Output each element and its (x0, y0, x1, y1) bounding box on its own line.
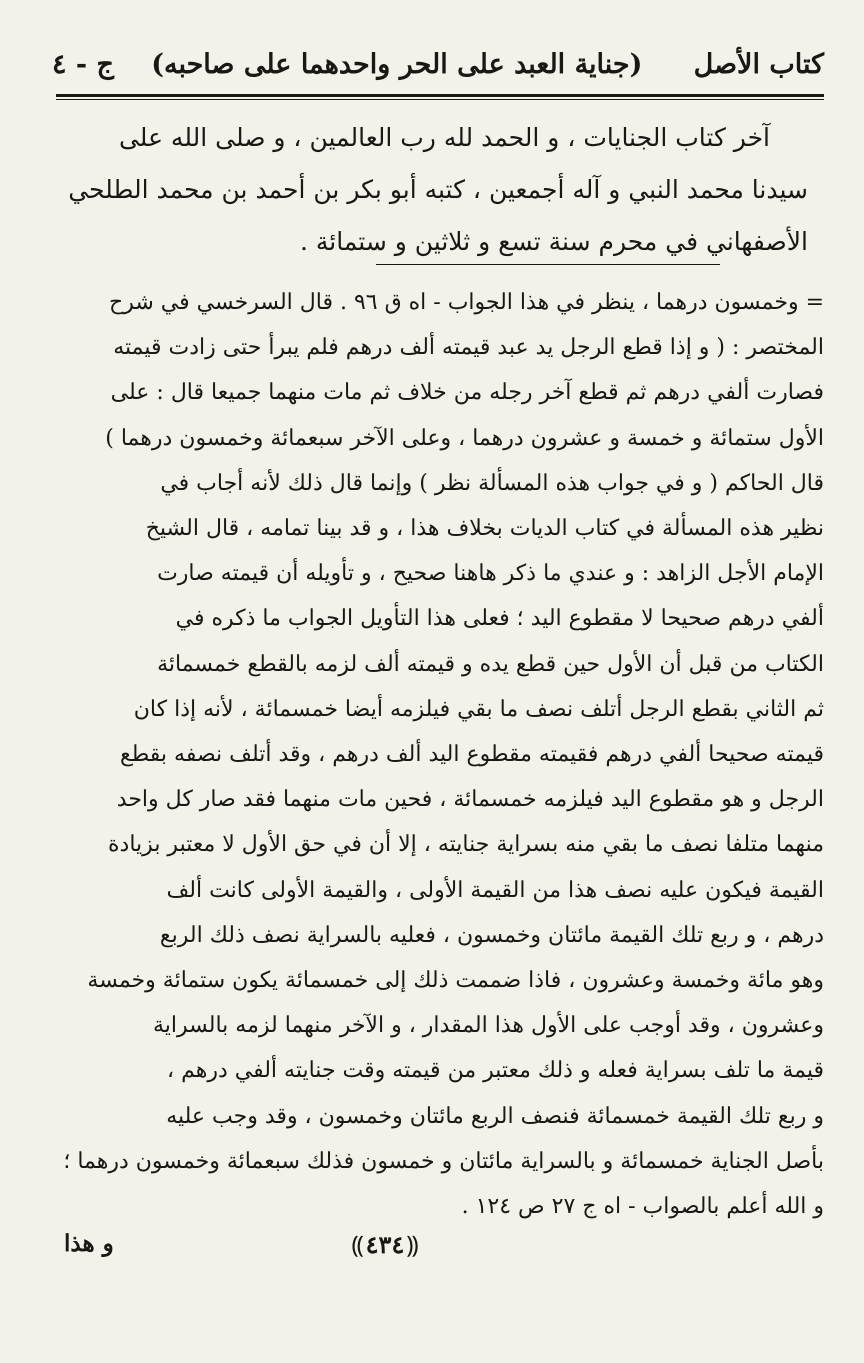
footnote-line: نظير هذه المسألة في كتاب الديات بخلاف هذا ، و قد بينا تمامه ، قال الشيخ (145, 516, 824, 542)
chapter-title: (جناية العبد على الحر واحدهما على صاحبه) (151, 48, 643, 80)
footnote-line: و الله أعلم بالصواب - اه ج ٢٧ ص ١٢٤ . (461, 1194, 824, 1220)
volume-number: ج - ٤ (52, 48, 114, 80)
footnote-line: الرجل و هو مقطوع اليد فيلزمه خمسمائة ، فحين مات منهما فقد صار كل واحد (116, 787, 824, 813)
footnote-line: وهو مائة وخمسة وعشرون ، فاذا ضممت ذلك إلى خمسمائة يكون ستمائة وخمسة (87, 968, 824, 994)
footnote-line: و ربع تلك القيمة خمسمائة فنصف الربع مائتان وخمسون ، وقد وجب عليه (166, 1103, 824, 1129)
footnote-line: الكتاب من قبل أن الأول حين قطع يده و قيمته ألف لزمه بالقطع خمسمائة (157, 651, 824, 677)
book-title: كتاب الأصل (693, 48, 824, 80)
footnote-line: = وخمسون درهما ، ينظر في هذا الجواب - اه ق ٩٦ . قال السرخسي في شرح (109, 290, 824, 315)
footnote-line: فصارت ألفي درهم ثم قطع آخر رجله من خلاف ثم مات منهما جميعا قال : على (110, 380, 824, 406)
header-rule (56, 94, 824, 100)
footnote-separator (376, 264, 720, 265)
catchword: و هذا (64, 1230, 114, 1257)
footnote-line: وعشرون ، وقد أوجب على الأول هذا المقدار ، و الآخر منهما لزمه بالسراية (152, 1013, 824, 1039)
footnote-line: الإمام الأجل الزاهد : و عندي ما ذكر هاهنا صحيح ، و تأويله أن قيمته صارت (157, 561, 824, 587)
main-text-line: سيدنا محمد النبي و آله أجمعين ، كتبه أبو بكر بن أحمد بن محمد الطلحي (68, 175, 808, 204)
footnote-line: القيمة فيكون عليه نصف هذا من القيمة الأولى ، والقيمة الأولى كانت ألف (166, 877, 824, 903)
footnote-line: قال الحاكم ( و في جواب هذه المسألة نظر ) وإنما قال ذلك لأنه أجاب في (160, 470, 824, 496)
footnote-line: قيمة ما تلف بسراية فعله و ذلك معتبر من قيمته وقت جنايته ألفي درهم ، (167, 1058, 824, 1084)
footnote-line: بأصل الجناية خمسمائة و بالسراية مائتان و خمسون فذلك سبعمائة وخمسون درهما ؛ (63, 1148, 824, 1174)
main-text (46, 112, 808, 268)
footnote-line: المختصر : ( و إذا قطع الرجل يد عبد قيمته ألف درهم فلم يبرأ حتى زادت قيمته (113, 335, 824, 361)
main-text-line: آخر كتاب الجنايات ، و الحمد لله رب العالمين ، و صلى الله على (118, 123, 770, 152)
page-number: ⸨ ٤٣٤ ⸩ (340, 1228, 430, 1261)
footnote-line: ألفي درهم صحيحا لا مقطوع اليد ؛ فعلى هذا التأويل الجواب ما ذكره في (175, 606, 824, 632)
main-text-line: الأصفهاني في محرم سنة تسع و ثلاثين و ستمائة . (299, 227, 808, 256)
running-header (52, 38, 824, 90)
footnote-line: درهم ، و ربع تلك القيمة مائتان وخمسون ، فعليه بالسراية نصف ذلك الربع (159, 922, 824, 948)
footnote-line: قيمته صحيحا ألفي درهم فقيمته مقطوع اليد ألف درهم ، وقد أتلف نصفه بقطع (120, 742, 824, 768)
footnote-line: الأول ستمائة و خمسة و عشرون درهما ، وعلى الآخر سبعمائة وخمسون درهما ) (105, 425, 824, 451)
footnote (44, 280, 824, 1229)
page-footer (0, 1228, 864, 1278)
footnote-line: ثم الثاني بقطع الرجل أتلف نصف ما بقي فيلزمه أيضا خمسمائة ، لأنه إذا كان (133, 696, 824, 722)
footnote-line: منهما متلفا نصف ما بقي منه بسراية جنايته ، إلا أن في حق الأول لا معتبر بزيادة (108, 832, 824, 858)
